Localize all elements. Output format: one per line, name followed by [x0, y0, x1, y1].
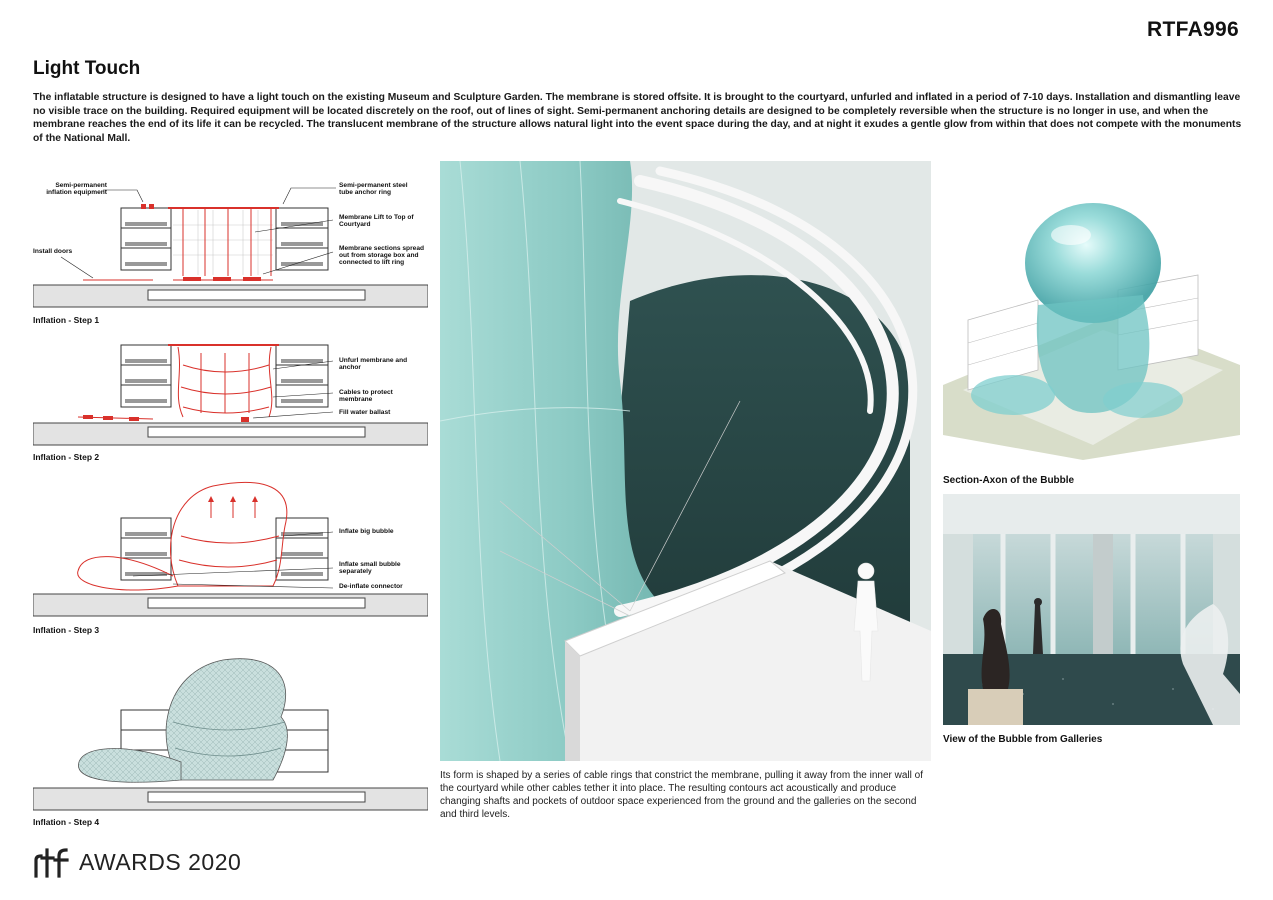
annotation: Membrane Lift to Top of Courtyard [339, 214, 414, 228]
page-title: Light Touch [33, 58, 141, 79]
project-code: RTFA996 [1147, 18, 1239, 41]
step-label: Inflation - Step 4 [33, 817, 100, 827]
brand-footer [33, 844, 241, 880]
annotation: Install doors [33, 248, 73, 255]
rtf-logo-icon [33, 846, 71, 878]
annotation: Inflate big bubble [339, 528, 394, 535]
brand-awards-text: AWARDS 2020 [79, 848, 242, 875]
annotation: Membrane sections spread out from storage box and connected to lift ring [339, 245, 425, 266]
main-caption: Its form is shaped by a series of cable rings that constrict the membrane, pulling it away from the inner wall of the courtyard while other cables tether it into place. The resulting contours act acoustically and produce changing shafts and pockets of outdoor space experienced from the ground and the galleries on the second and third levels. [440, 770, 923, 820]
annotation: Unfurl membrane and anchor [339, 357, 408, 371]
annotation: De-inflate connector [339, 583, 403, 590]
main-bubble-render [440, 161, 931, 761]
intro-paragraph: The inflatable structure is designed to have a light touch on the existing Museum and Sculpture Garden. The membrane is stored offsite. It is brought to the courtyard, unfurled and inflated in a period of 7-10 days. Installation and dismantling leave no visible trace on the building. Required equipment will be located discretely on the roof, out of lines of sight. Semi-permanent anchoring details are designed to be completely reversible when the structure is no longer in use, and when the membrane reaches the end of its life it can be recycled. The translucent membrane of the structure allows natural light into the event space during the day, and at night it exudes a gentle glow from within that does not compete with the monuments of the National Mall. [33, 92, 1242, 144]
inflation-step-4-diagram [33, 652, 428, 812]
annotation: Cables to protect membrane [339, 389, 393, 403]
step-label: Inflation - Step 2 [33, 452, 100, 462]
annotation: Fill water ballast [339, 409, 391, 416]
axon-caption: Section-Axon of the Bubble [943, 475, 1075, 486]
annotation: Inflate small bubble separately [339, 561, 401, 575]
section-axon-render [943, 195, 1240, 465]
inflation-step-3-diagram [33, 476, 428, 618]
annotation: Semi-permanent steel tube anchor ring [339, 182, 408, 196]
gallery-caption: View of the Bubble from Galleries [943, 734, 1103, 745]
step-label: Inflation - Step 3 [33, 625, 100, 635]
gallery-view-render [943, 494, 1240, 725]
annotation: Semi-permanent inflation equipment [46, 182, 107, 196]
inflation-step-1-diagram [33, 180, 428, 308]
step-label: Inflation - Step 1 [33, 315, 100, 325]
